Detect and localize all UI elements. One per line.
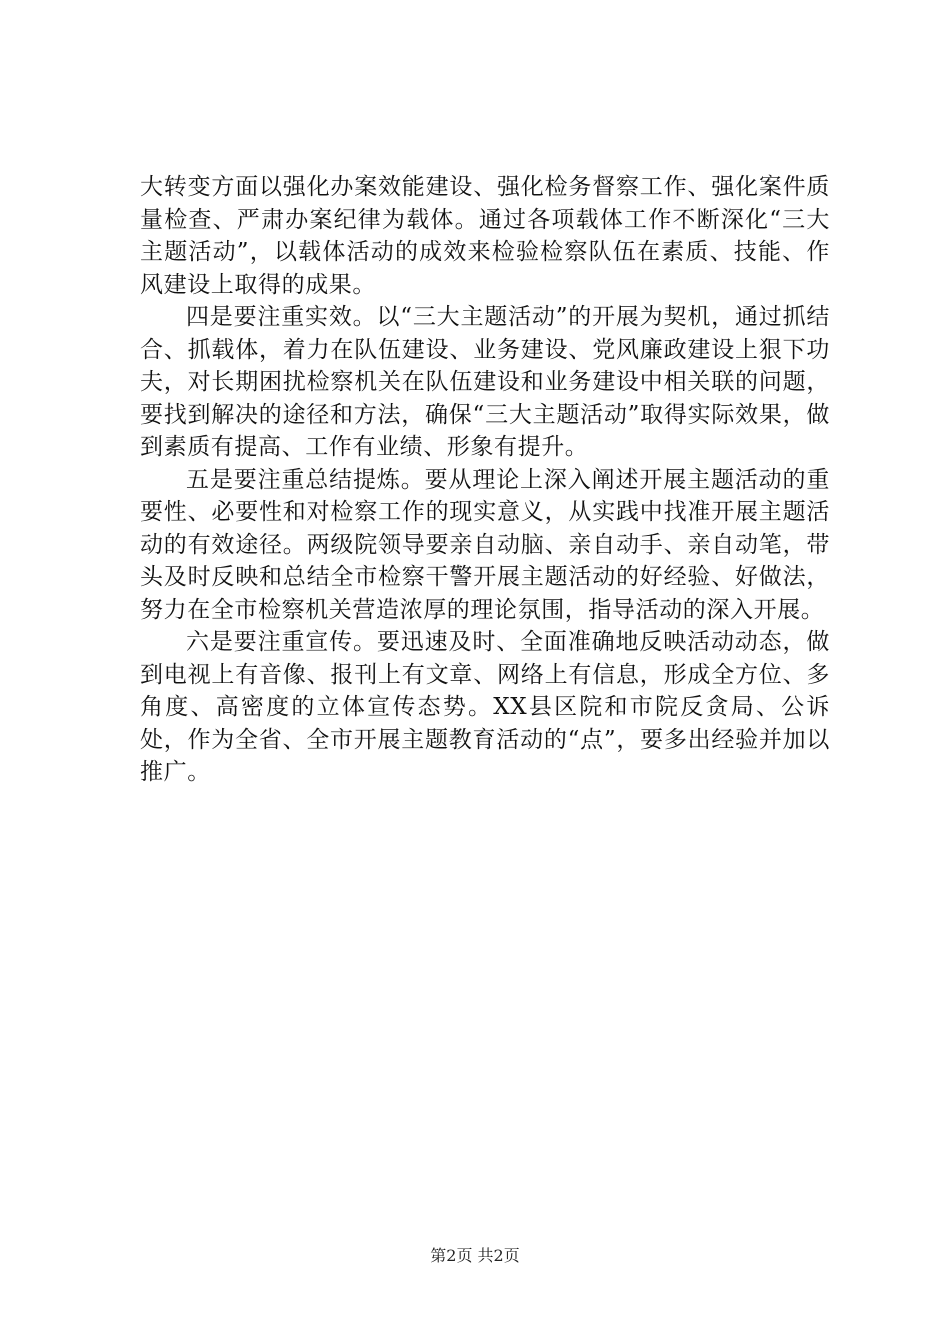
paragraph-3: 五是要注重总结提炼。要从理论上深入阐述开展主题活动的重要性、必要性和对检察工作的现实意义，从实践中找准开展主题活动的有效途径。两级院领导要亲自动脑、亲自动手、亲自动笔，带头及时反映和总结全市检察干警开展主题活动的好经验、好做法，努力在全市检察机关营造浓厚的理论氛围，指导活动的深入开展。 <box>140 466 830 623</box>
page-footer: 第2页 共2页 <box>430 1246 520 1265</box>
paragraph-2: 四是要注重实效。以“三大主题活动”的开展为契机，通过抓结合、抓载体，着力在队伍建设、业务建设、党风廉政建设上狠下功夫，对长期困扰检察机关在队伍建设和业务建设中相关联的问题，要找到解决的途径和方法，确保“三大主题活动”取得实际效果，做到素质有提高、工作有业绩、形象有提升。 <box>140 304 830 460</box>
document-body <box>140 171 830 789</box>
paragraph-1: 大转变方面以强化办案效能建设、强化检务督察工作、强化案件质量检查、严肃办案纪律为载体。通过各项载体工作不断深化“三大主题活动”，以载体活动的成效来检验检察队伍在素质、技能、作风建设上取得的成果。 <box>140 174 830 298</box>
paragraph-4: 六是要注重宣传。要迅速及时、全面准确地反映活动动态，做到电视上有音像、报刊上有文章、网络上有信息，形成全方位、多角度、高密度的立体宣传态势。XX县区院和市院反贪局、公诉处，作为全省、全市开展主题教育活动的“点”，要多出经验并加以推广。 <box>140 629 830 785</box>
